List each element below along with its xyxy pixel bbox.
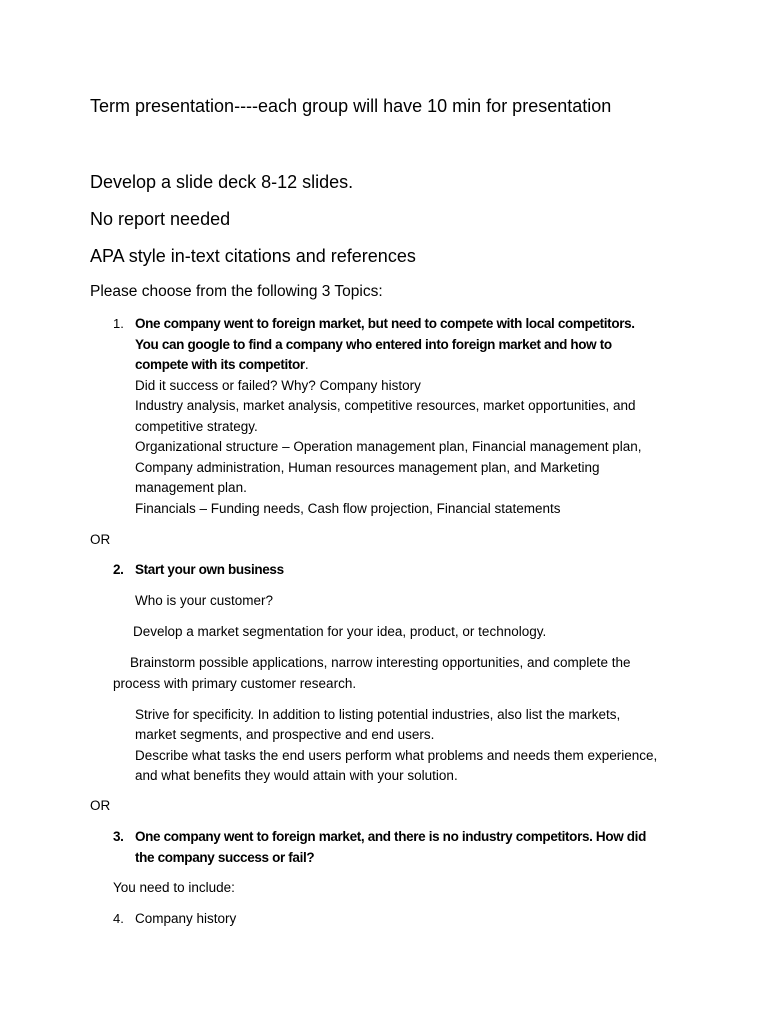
topic1-line: Company administration, Human resources management plan, and Marketing: [135, 459, 600, 475]
topic1-heading-line2: You can google to find a company who entered into foreign market and how to: [135, 336, 612, 352]
topic2-question-segmentation: Develop a market segmentation for your idea, product, or technology.: [133, 624, 547, 639]
topic1-line: Financials – Funding needs, Cash flow projection, Financial statements: [135, 500, 561, 516]
topic1-line: management plan.: [135, 480, 247, 495]
topic1-heading-line3: [135, 355, 309, 376]
or-separator-2: OR: [90, 798, 111, 813]
topic1-heading-line3-tail: .: [304, 357, 309, 372]
include-label: You need to include:: [113, 880, 235, 895]
topic3-heading-line1: One company went to foreign market, and there is no industry competitors. How did: [135, 829, 646, 844]
topic2-heading: Start your own business: [135, 562, 284, 577]
topics-intro: Please choose from the following 3 Topics:: [90, 283, 383, 300]
topic1-line: Industry analysis, market analysis, competitive resources, market opportunities, and: [135, 398, 636, 413]
topic3-number: 3.: [113, 829, 124, 844]
topic2-line: and what benefits they would attain with your solution.: [135, 768, 458, 783]
topic1-heading-line1: One company went to foreign market, but need to compete with local competitors.: [135, 316, 635, 331]
topic2-question-customer: Who is your customer?: [135, 593, 274, 608]
topic1-line: Did it success or failed? Why? Company history: [135, 377, 421, 393]
instruction-no-report: No report needed: [90, 209, 231, 229]
topic2-line: Describe what tasks the end users perform what problems and needs them experience,: [135, 747, 658, 763]
instruction-slide-deck: Develop a slide deck 8-12 slides.: [90, 172, 354, 192]
item4-number: 4.: [113, 911, 124, 926]
topic1-number: 1.: [113, 316, 124, 331]
instruction-apa: APA style in-text citations and references: [90, 246, 416, 266]
topic2-number: 2.: [113, 562, 124, 577]
topic1-line: Organizational structure – Operation management plan, Financial management plan,: [135, 439, 642, 454]
topic2-brainstorm-line2: process with primary customer research.: [113, 675, 357, 691]
or-separator-1: OR: [90, 532, 111, 547]
topic1-heading-line3-bold: compete with its competitor: [135, 357, 305, 372]
topic1-line: competitive strategy.: [135, 418, 258, 434]
topic2-line: Strive for specificity. In addition to listing potential industries, also list the markets,: [135, 706, 621, 722]
topic2-brainstorm-line1: Brainstorm possible applications, narrow interesting opportunities, and complete the: [130, 655, 631, 670]
document-title: Term presentation----each group will have 10 min for presentation: [90, 96, 612, 116]
item4-text: Company history: [135, 911, 237, 926]
topic3-heading-line2: the company success or fail?: [135, 849, 315, 865]
topic2-line: market segments, and prospective and end users.: [135, 727, 435, 742]
